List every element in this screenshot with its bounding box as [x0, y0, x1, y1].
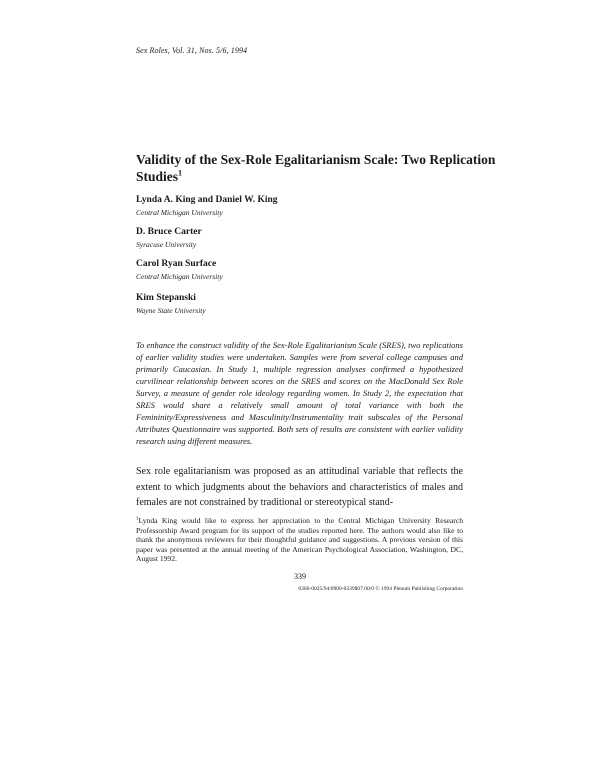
author-affiliation: Wayne State University [136, 306, 206, 315]
copyright-line: 0360-0025/94/0900-0339$07.00/0 © 1994 Plenum Publishing Corporation [298, 586, 463, 592]
page-number: 339 [294, 572, 306, 581]
footnote-mark: 1 [136, 516, 139, 522]
author-name: Lynda A. King and Daniel W. King [136, 195, 278, 205]
author-name: Kim Stepanski [136, 293, 196, 303]
title-footnote-mark: 1 [178, 168, 183, 178]
abstract: To enhance the construct validity of the Sex-Role Egalitarianism Scale (SRES), two replications of earlier validity studies were undertaken. Samples were from several college campuses and primarily Caucasian. In Study 1, multiple regression analyses confirmed a hypothesized curvilinear relationship between scores on the SRES and scores on the MacDonald Sex Role Survey, a measure of gender role ideology regarding women. In Study 2, the expectation that SRES would share a relatively small amount of total variance with both the Femininity/Expressiveness and Masculinity/Instrumentality trait subscales of the Personal Attributes Questionnaire was supported. Both sets of results are consistent with earlier validity research using different measures. [136, 340, 463, 446]
author-name: Carol Ryan Surface [136, 259, 217, 269]
author-affiliation: Central Michigan University [136, 272, 223, 281]
author-affiliation: Central Michigan University [136, 208, 223, 217]
author-name: D. Bruce Carter [136, 227, 202, 237]
article-title [136, 151, 496, 185]
footnote [136, 516, 463, 564]
title-text: Validity of the Sex-Role Egalitarianism Scale: Two Replication Studies [136, 152, 496, 184]
journal-header: Sex Roles, Vol. 31, Nos. 5/6, 1994 [136, 46, 248, 55]
footnote-text: Lynda King would like to express her appreciation to the Central Michigan University Research Professorship Award program for its support of the studies reported here. The authors would also like to thank the anonymous reviewers for their thoughtful guidance and suggestions. A previous version of this paper was presented at the annual meeting of the American Psychological Association, Washington, DC, August 1992. [136, 516, 463, 564]
author-affiliation: Syracuse University [136, 240, 197, 249]
body-paragraph: Sex role egalitarianism was proposed as an attitudinal variable that reflects the extent to which judgments about the behaviors and characteristics of males and females are not constrained by traditional or stereotypical stand- [136, 466, 463, 508]
